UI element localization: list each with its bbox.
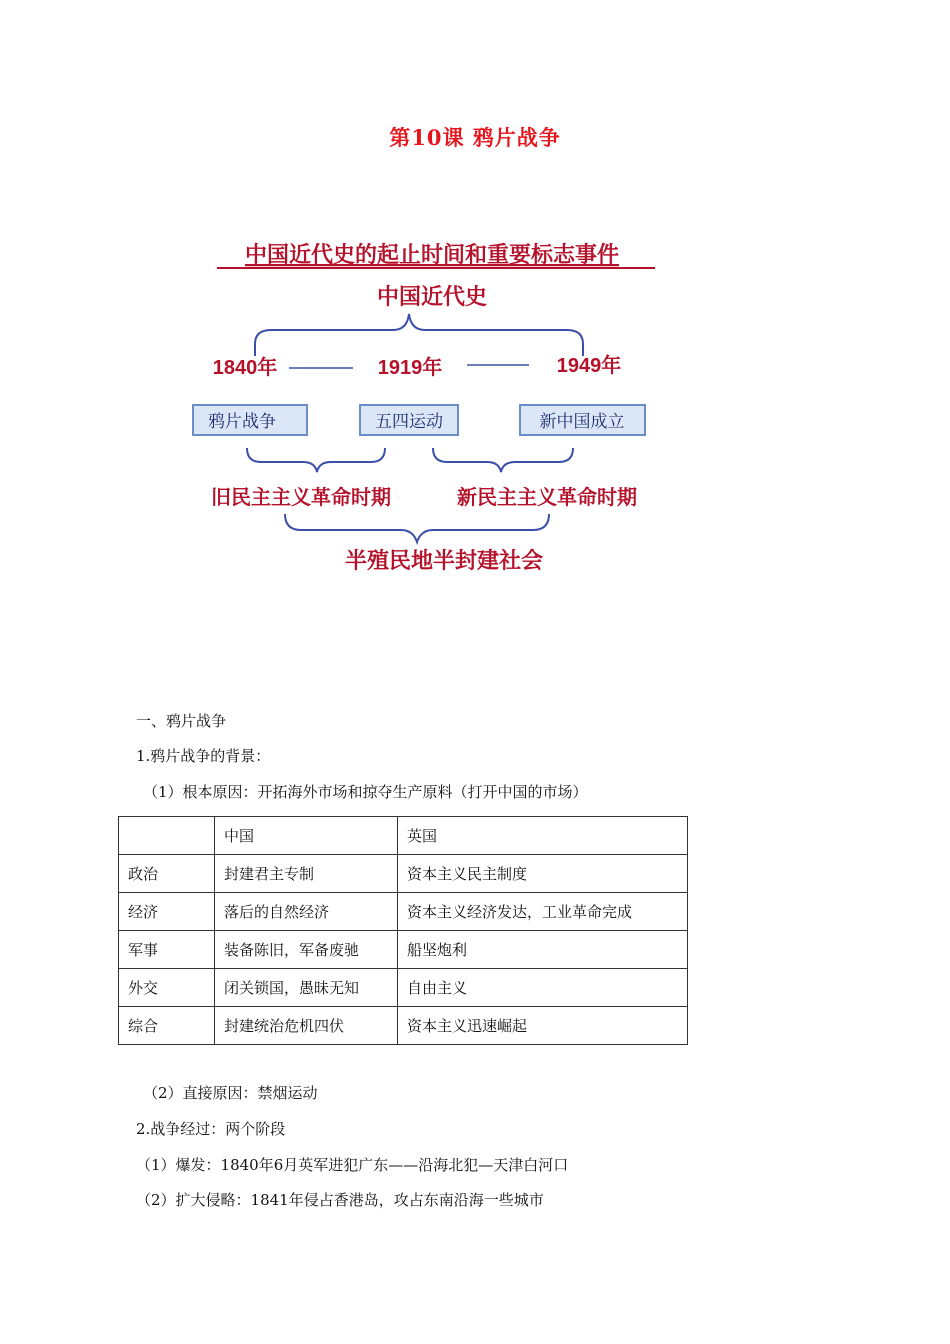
comparison-table — [118, 816, 688, 1045]
table-cell: 经济 — [119, 893, 215, 931]
table-row — [119, 931, 688, 969]
table-row — [119, 893, 688, 931]
table-cell: 资本主义经济发达，工业革命完成 — [398, 893, 688, 931]
item-background: 1.鸦片战争的背景： — [136, 747, 271, 765]
table-row — [119, 855, 688, 893]
table-cell: 中国 — [215, 817, 398, 855]
item-expansion: （2）扩大侵略：1841年侵占香港岛，攻占东南沿海一些城市 — [136, 1191, 544, 1209]
period-new-democratic: 新民主主义革命时期 — [457, 487, 637, 509]
table-cell: 英国 — [398, 817, 688, 855]
section-heading: 一、鸦片战争 — [136, 712, 227, 730]
item-root-cause: （1）根本原因：开拓海外市场和掠夺生产原料（打开中国的市场） — [143, 783, 588, 801]
table-cell: 装备陈旧，军备废驰 — [215, 931, 398, 969]
table-cell: 封建君主专制 — [215, 855, 398, 893]
item-outbreak: （1）爆发：1840年6月英军进犯广东——沿海北犯—天津白河口 — [136, 1156, 569, 1174]
table-cell: 资本主义迅速崛起 — [398, 1007, 688, 1045]
year-1949: 1949年 — [556, 355, 622, 377]
table-cell: 综合 — [119, 1007, 215, 1045]
table-row — [119, 1007, 688, 1045]
timeline-diagram — [185, 228, 675, 588]
event-prc-founding: 新中国成立 — [539, 412, 625, 431]
table-cell: 船坚炮利 — [398, 931, 688, 969]
year-1919: 1919年 — [377, 357, 443, 379]
event-opium-war: 鸦片战争 — [208, 412, 276, 431]
table-cell: 落后的自然经济 — [215, 893, 398, 931]
diagram-topic: 中国近代史 — [376, 284, 488, 309]
table-cell: 闭关锁国，愚昧无知 — [215, 969, 398, 1007]
brace-society — [285, 514, 549, 542]
page-title: 第10课 鸦片战争 — [389, 125, 561, 150]
table-cell: 军事 — [119, 931, 215, 969]
society-label: 半殖民地半封建社会 — [344, 548, 544, 573]
table-cell — [119, 817, 215, 855]
period-old-democratic: 旧民主主义革命时期 — [211, 487, 391, 509]
event-may-fourth: 五四运动 — [375, 412, 443, 431]
table-cell: 封建统治危机四伏 — [215, 1007, 398, 1045]
year-1840: 1840年 — [212, 357, 278, 379]
table-cell: 外交 — [119, 969, 215, 1007]
top-brace — [255, 314, 583, 356]
table-row — [119, 817, 688, 855]
brace-old-period — [247, 448, 385, 472]
table-row — [119, 969, 688, 1007]
table-cell: 资本主义民主制度 — [398, 855, 688, 893]
item-war-course: 2.战争经过：两个阶段 — [136, 1120, 286, 1138]
brace-new-period — [433, 448, 573, 472]
item-direct-cause: （2）直接原因：禁烟运动 — [143, 1084, 318, 1102]
diagram-heading: 中国近代史的起止时间和重要标志事件 — [244, 242, 620, 267]
table-cell: 自由主义 — [398, 969, 688, 1007]
table-cell: 政治 — [119, 855, 215, 893]
